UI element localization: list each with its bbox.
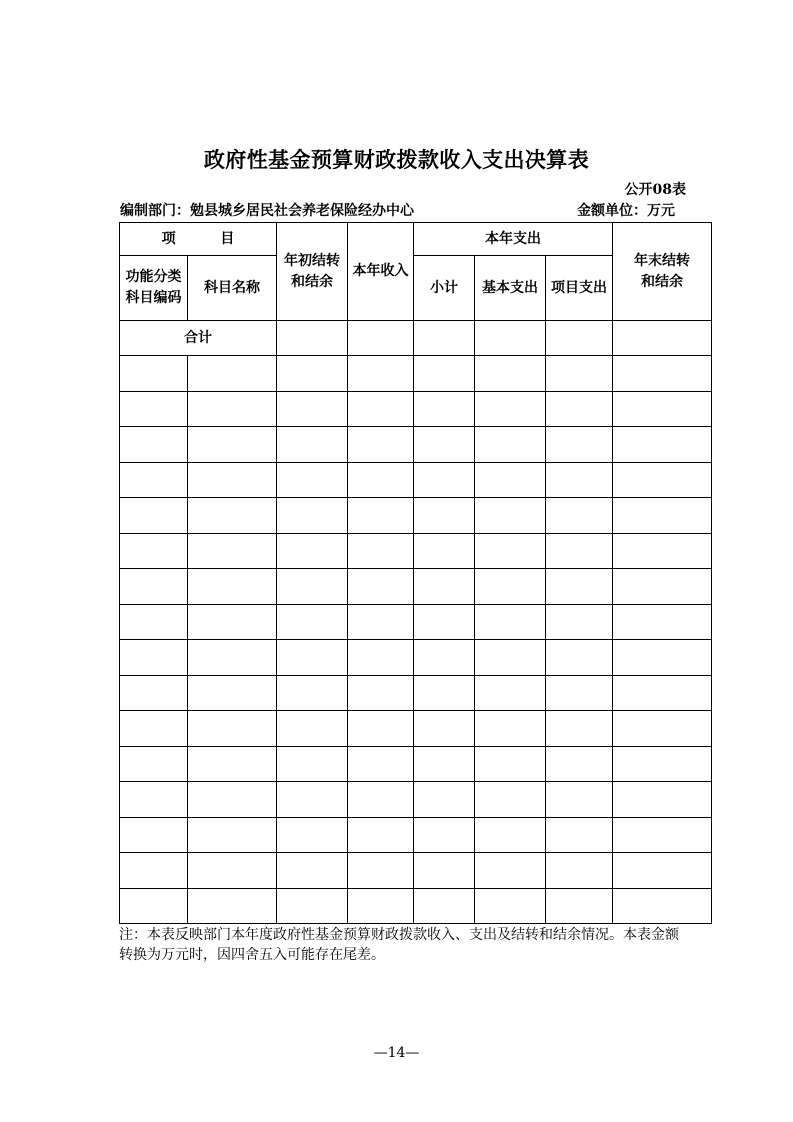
table-cell xyxy=(546,569,613,605)
table-note-line-1: 注：本表反映部门本年度政府性基金预算财政拨款收入、支出及结转和结余情况。本表金额 xyxy=(119,927,679,943)
table-cell xyxy=(414,569,475,605)
total-cell xyxy=(546,321,613,356)
header-opening-balance-line-2: 和结余 xyxy=(291,273,333,290)
table-cell xyxy=(277,533,348,569)
header-expenditure: 本年支出 xyxy=(414,223,613,256)
table-cell xyxy=(348,569,414,605)
header-item-label: 项 目 xyxy=(161,230,235,247)
table-cell xyxy=(348,462,414,498)
table-cell xyxy=(348,817,414,853)
header-func-code-line-1: 功能分类 xyxy=(125,269,182,285)
table-cell xyxy=(613,746,712,782)
table-cell xyxy=(277,391,348,427)
table-cell xyxy=(414,533,475,569)
table-cell xyxy=(348,675,414,711)
table-row xyxy=(120,675,712,711)
table-row xyxy=(120,391,712,427)
total-cell xyxy=(613,321,712,356)
table-cell xyxy=(475,427,546,463)
header-closing-balance-line-2: 和结余 xyxy=(641,273,683,290)
table-cell xyxy=(277,711,348,747)
table-cell xyxy=(348,427,414,463)
table-cell xyxy=(613,675,712,711)
table-cell xyxy=(120,427,188,463)
table-cell xyxy=(546,853,613,889)
header-subject-name: 科目名称 xyxy=(188,256,277,321)
table-cell xyxy=(475,817,546,853)
table-cell xyxy=(120,746,188,782)
table-cell xyxy=(475,640,546,676)
table-cell xyxy=(613,640,712,676)
table-cell xyxy=(414,711,475,747)
total-cell xyxy=(277,321,348,356)
table-cell xyxy=(277,604,348,640)
table-cell xyxy=(613,356,712,392)
table-cell xyxy=(414,427,475,463)
table-cell xyxy=(414,853,475,889)
total-label: 合计 xyxy=(120,321,277,356)
table-row xyxy=(120,853,712,889)
table-cell xyxy=(348,853,414,889)
table-cell xyxy=(546,782,613,818)
table-cell xyxy=(546,391,613,427)
table-cell xyxy=(277,640,348,676)
table-cell xyxy=(120,391,188,427)
header-project-expenditure: 项目支出 xyxy=(546,256,613,321)
header-basic-expenditure: 基本支出 xyxy=(475,256,546,321)
table-row xyxy=(120,498,712,534)
table-cell xyxy=(277,498,348,534)
table-cell xyxy=(414,604,475,640)
table-cell xyxy=(188,640,277,676)
page-number: —14— xyxy=(373,1045,420,1061)
table-cell xyxy=(475,391,546,427)
table-cell xyxy=(120,817,188,853)
table-cell xyxy=(348,640,414,676)
table-cell xyxy=(348,604,414,640)
table-cell xyxy=(120,853,188,889)
table-cell xyxy=(120,498,188,534)
table-cell xyxy=(348,746,414,782)
table-cell xyxy=(277,427,348,463)
table-row xyxy=(120,640,712,676)
table-cell xyxy=(546,746,613,782)
table-cell xyxy=(414,675,475,711)
table-cell xyxy=(546,604,613,640)
table-cell xyxy=(277,888,348,924)
table-row xyxy=(120,711,712,747)
table-cell xyxy=(613,427,712,463)
header-opening-balance xyxy=(277,223,348,321)
table-cell xyxy=(120,604,188,640)
table-cell xyxy=(188,427,277,463)
table-note xyxy=(119,925,719,965)
table-cell xyxy=(414,746,475,782)
table-cell xyxy=(188,711,277,747)
table-cell xyxy=(414,498,475,534)
table-cell xyxy=(475,711,546,747)
table-cell xyxy=(475,853,546,889)
table-cell xyxy=(475,746,546,782)
table-cell xyxy=(348,782,414,818)
table-cell xyxy=(348,533,414,569)
table-cell xyxy=(613,853,712,889)
table-cell xyxy=(120,462,188,498)
table-row xyxy=(120,604,712,640)
table-cell xyxy=(120,356,188,392)
form-code: 公开08表 xyxy=(624,182,686,198)
table-cell xyxy=(546,462,613,498)
table-cell xyxy=(475,533,546,569)
table-cell xyxy=(546,427,613,463)
table-cell xyxy=(613,888,712,924)
table-cell xyxy=(613,711,712,747)
table-row xyxy=(120,817,712,853)
table-row xyxy=(120,746,712,782)
table-cell xyxy=(475,888,546,924)
table-cell xyxy=(277,817,348,853)
table-cell xyxy=(188,675,277,711)
table-cell xyxy=(277,356,348,392)
table-cell xyxy=(613,569,712,605)
table-cell xyxy=(348,888,414,924)
table-cell xyxy=(475,356,546,392)
table-cell xyxy=(120,711,188,747)
table-cell xyxy=(188,746,277,782)
table-cell xyxy=(546,533,613,569)
table-cell xyxy=(348,498,414,534)
table-cell xyxy=(414,782,475,818)
table-cell xyxy=(188,888,277,924)
header-item xyxy=(120,223,277,256)
table-row xyxy=(120,462,712,498)
total-cell xyxy=(414,321,475,356)
table-cell xyxy=(348,711,414,747)
table-cell xyxy=(475,462,546,498)
table-cell xyxy=(613,498,712,534)
table-row xyxy=(120,533,712,569)
header-income: 本年收入 xyxy=(348,223,414,321)
table-cell xyxy=(546,640,613,676)
table-note-line-2: 转换为万元时，因四舍五入可能存在尾差。 xyxy=(119,947,385,963)
table-cell xyxy=(414,391,475,427)
table-cell xyxy=(188,853,277,889)
table-row xyxy=(120,356,712,392)
header-closing-balance-line-1: 年末结转 xyxy=(634,252,690,269)
table-cell xyxy=(613,462,712,498)
table-cell xyxy=(120,533,188,569)
table-cell xyxy=(475,498,546,534)
table-cell xyxy=(414,356,475,392)
table-cell xyxy=(277,853,348,889)
table-cell xyxy=(546,711,613,747)
table-cell xyxy=(277,782,348,818)
table-cell xyxy=(277,462,348,498)
table-cell xyxy=(414,817,475,853)
table-cell xyxy=(414,888,475,924)
table-cell xyxy=(546,356,613,392)
table-cell xyxy=(546,817,613,853)
table-row xyxy=(120,888,712,924)
header-func-code-line-2: 科目编码 xyxy=(125,290,182,306)
table-cell xyxy=(475,569,546,605)
table-cell xyxy=(414,640,475,676)
header-row-1 xyxy=(120,223,712,256)
table-cell xyxy=(188,569,277,605)
table-cell xyxy=(348,391,414,427)
table-cell xyxy=(188,498,277,534)
table-row xyxy=(120,782,712,818)
header-closing-balance xyxy=(613,223,712,321)
table-row xyxy=(120,427,712,463)
table-cell xyxy=(188,391,277,427)
table-cell xyxy=(546,498,613,534)
budget-table xyxy=(119,222,712,924)
table-cell xyxy=(188,533,277,569)
total-cell xyxy=(475,321,546,356)
table-cell xyxy=(188,356,277,392)
header-func-code xyxy=(120,256,188,321)
table-cell xyxy=(120,640,188,676)
department-label: 编制部门：勉县城乡居民社会养老保险经办中心 xyxy=(120,203,414,219)
table-cell xyxy=(277,746,348,782)
table-cell xyxy=(475,675,546,711)
amount-unit-label: 金额单位：万元 xyxy=(577,203,675,219)
table-cell xyxy=(613,817,712,853)
table-cell xyxy=(613,782,712,818)
header-opening-balance-line-1: 年初结转 xyxy=(284,252,340,269)
table-cell xyxy=(277,569,348,605)
table-cell xyxy=(546,888,613,924)
table-cell xyxy=(475,604,546,640)
page-title: 政府性基金预算财政拨款收入支出决算表 xyxy=(203,147,590,172)
header-subtotal: 小计 xyxy=(414,256,475,321)
table-cell xyxy=(120,675,188,711)
table-cell xyxy=(120,569,188,605)
total-cell xyxy=(348,321,414,356)
table-cell xyxy=(188,817,277,853)
table-cell xyxy=(120,782,188,818)
table-row xyxy=(120,569,712,605)
table-cell xyxy=(348,356,414,392)
table-cell xyxy=(188,604,277,640)
table-cell xyxy=(613,533,712,569)
table-cell xyxy=(613,604,712,640)
table-cell xyxy=(277,675,348,711)
table-cell xyxy=(475,782,546,818)
total-row xyxy=(120,321,712,356)
table-cell xyxy=(188,782,277,818)
table-cell xyxy=(546,675,613,711)
table-cell xyxy=(613,391,712,427)
table-cell xyxy=(120,888,188,924)
table-cell xyxy=(414,462,475,498)
table-cell xyxy=(188,462,277,498)
